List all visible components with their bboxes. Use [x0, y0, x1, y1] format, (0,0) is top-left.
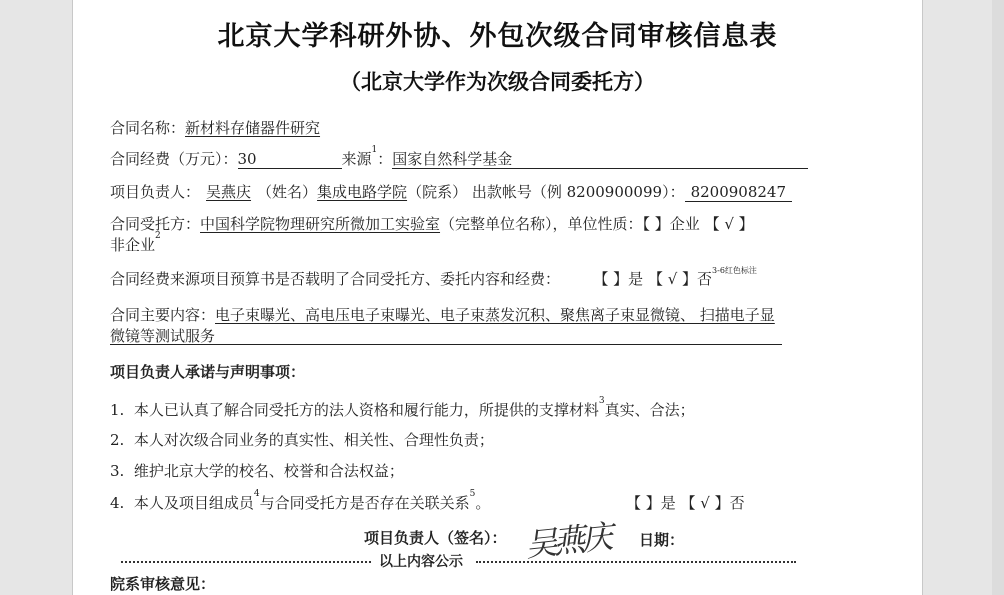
- contractee-label: 合同受托方：: [110, 215, 201, 233]
- item-tail: 与合同受托方是否存在关联关系: [259, 494, 470, 512]
- content-underline: [110, 344, 782, 345]
- content-row: [110, 304, 775, 325]
- funding-row: [110, 145, 808, 169]
- budget-row: [110, 268, 757, 289]
- item-footnote: 3: [598, 396, 605, 406]
- item-footnote: 4: [253, 489, 260, 499]
- page-title: 北京大学科研外协、外包次级合同审核信息表: [217, 21, 778, 52]
- contract-name-value: 新材料存储器件研究: [185, 119, 321, 137]
- source-footnote: 1: [371, 145, 378, 155]
- page-subtitle: （北京大学作为次级合同委托方）: [340, 70, 655, 94]
- non-enterprise-label: 非企业: [110, 236, 156, 254]
- item-number: 2.: [110, 431, 125, 449]
- source-label: 来源: [341, 150, 372, 168]
- item-tail-2: 。: [475, 494, 491, 512]
- commitment-item-4: [110, 489, 491, 513]
- contractee-hint: （完整单位名称），单位性质：【 】企业 【 √ 】: [440, 215, 754, 233]
- contractee-row: [110, 213, 754, 234]
- account-value: 8200908247: [685, 183, 792, 202]
- public-note: 以上内容公示: [379, 554, 463, 570]
- contract-name-label: 合同名称：: [110, 119, 186, 137]
- item-number: 3.: [110, 462, 125, 480]
- item-footnote-2: 5: [469, 489, 476, 499]
- content-row-2: [110, 325, 215, 346]
- funding-label: 合同经费（万元）：: [110, 150, 238, 168]
- item-number: 4.: [110, 494, 125, 512]
- pi-dept: 集成电路学院: [317, 183, 408, 201]
- pi-dept-hint: （院系）: [407, 183, 468, 201]
- budget-options: 【 】是 【 √ 】否: [593, 270, 713, 288]
- pi-name: 吴燕庆: [206, 183, 252, 201]
- commitment-item-1: [110, 396, 695, 420]
- signature-label: 项目负责人（签名）：: [364, 529, 507, 547]
- source-value: 国家自然科学基金: [392, 150, 808, 169]
- content-line-1: 电子束曝光、高电压电子束曝光、电子束蒸发沉积、聚焦离子束显微镜、 扫描电子显: [215, 306, 775, 324]
- item-text: 本人及项目组成员: [133, 494, 254, 512]
- source-colon: ：: [377, 150, 393, 168]
- contract-name-row: [110, 117, 320, 138]
- divider-right: [476, 561, 796, 563]
- contractee-value: 中国科学院物理研究所微加工实验室: [200, 215, 441, 233]
- pi-label: 项目负责人：: [110, 183, 201, 201]
- item-tail: 真实、合法；: [604, 401, 695, 419]
- vertical-scrollbar[interactable]: [992, 0, 1004, 595]
- commitment-item-3: [110, 460, 404, 481]
- non-enterprise-footnote: 2: [155, 231, 161, 241]
- pi-row: [110, 181, 792, 202]
- budget-footnote: 3-6红色标注: [712, 266, 757, 275]
- item-text: 本人对次级合同业务的真实性、相关性、合理性负责；: [133, 431, 494, 449]
- account-label: 出款帐号（例 8200900099）：: [471, 183, 685, 201]
- funding-value: 30: [238, 150, 342, 169]
- commitment-heading: 项目负责人承诺与声明事项：: [110, 363, 306, 381]
- divider-left: [121, 561, 371, 563]
- handwritten-signature: 吴燕庆: [523, 517, 611, 565]
- content-label: 合同主要内容：: [110, 306, 216, 324]
- item-text: 维护北京大学的校名、校誉和合法权益；: [133, 462, 404, 480]
- budget-question: 合同经费来源项目预算书是否载明了合同受托方、委托内容和经费：: [110, 270, 561, 288]
- item-text: 本人已认真了解合同受托方的法人资格和履行能力，所提供的支撑材料: [133, 401, 599, 419]
- date-label: 日期：: [639, 531, 685, 549]
- commitment-item-2: [110, 429, 494, 450]
- pi-name-hint: （姓名）: [257, 183, 318, 201]
- item-number: 1.: [110, 401, 125, 419]
- dept-review-label: 院系审核意见：: [110, 575, 216, 593]
- contractee-type-row: [110, 231, 161, 255]
- document-page: [72, 0, 923, 595]
- related-party-options: 【 】是 【 √ 】否: [626, 494, 745, 512]
- content-line-2: 微镜等测试服务: [110, 327, 216, 345]
